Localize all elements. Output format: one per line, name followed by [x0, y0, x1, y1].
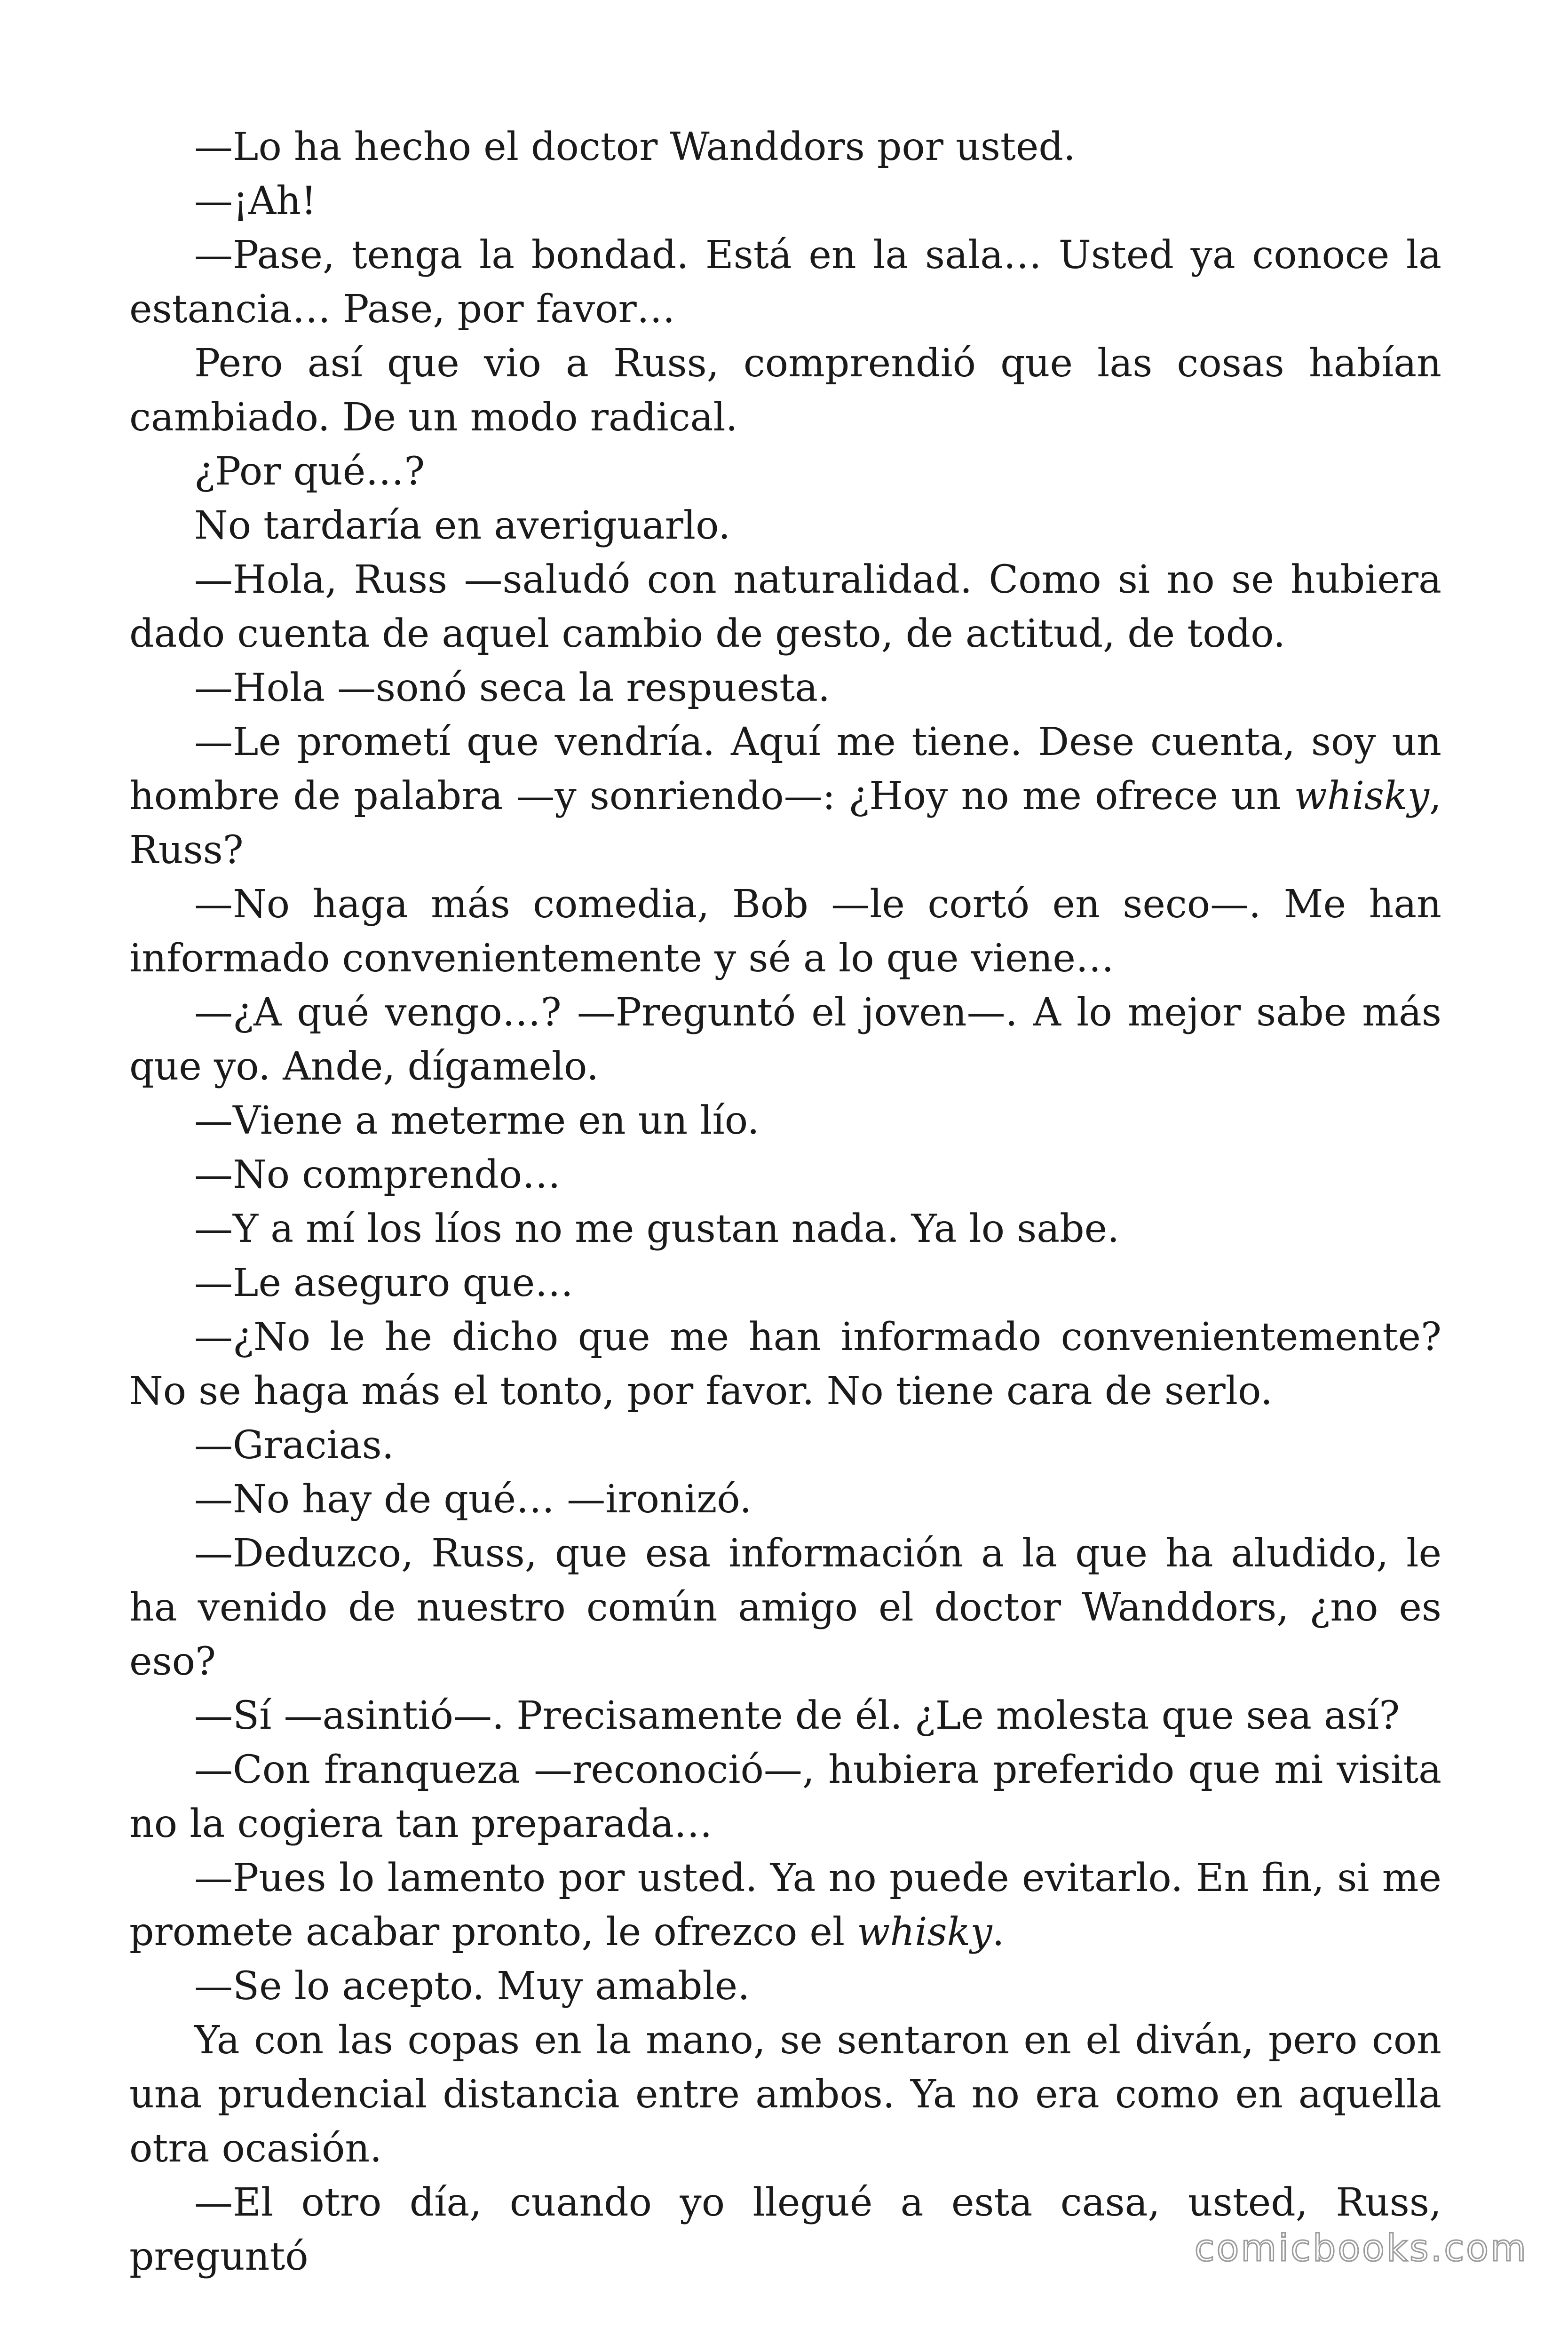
- paragraph: Pero así que vio a Russ, comprendió que las cosas habían cambiado. De un modo radical.: [129, 341, 1441, 440]
- paragraph: No tardaría en averiguarlo.: [194, 503, 731, 548]
- watermark-logo: comicbooks.com: [1194, 2227, 1528, 2270]
- paragraph: —Con franqueza —reconoció—, hubiera preferido que mi visita no la cogiera tan preparada…: [129, 1748, 1441, 1846]
- paragraph: —El otro día, cuando yo llegué a esta casa, usted, Russ, preguntó: [129, 2180, 1441, 2279]
- paragraph: —¡Ah!: [194, 179, 317, 223]
- paragraph: —Hola, Russ —saludó con naturalidad. Como si no se hubiera dado cuenta de aquel cambio de gesto, de actitud, de todo.: [129, 557, 1441, 656]
- paragraph: —¿No le he dicho que me han informado convenientemente? No se haga más el tonto, por favor. No tiene cara de serlo.: [129, 1315, 1441, 1414]
- paragraph: —Lo ha hecho el doctor Wanddors por usted.: [194, 125, 1076, 169]
- paragraph: —Deduzco, Russ, que esa información a la que ha aludido, le ha venido de nuestro común amigo el doctor Wanddors, ¿no es eso?: [129, 1531, 1441, 1684]
- paragraph: —Pase, tenga la bondad. Está en la sala… Usted ya conoce la estancia… Pase, por favor…: [129, 233, 1441, 332]
- paragraph: —Pues lo lamento por usted. Ya no puede evitarlo. En fin, si me promete acabar pronto, le ofrezco el whisky.: [129, 1856, 1441, 1955]
- paragraph: —Sí —asintió—. Precisamente de él. ¿Le molesta que sea así?: [194, 1693, 1400, 1738]
- paragraph: ¿Por qué…?: [194, 449, 425, 494]
- paragraph: —Le aseguro que…: [194, 1261, 574, 1305]
- paragraph: —No haga más comedia, Bob —le cortó en seco—. Me han informado convenientemente y sé a lo que viene…: [129, 882, 1441, 981]
- paragraph: —Viene a meterme en un lío.: [194, 1098, 760, 1143]
- paragraph: —¿A qué vengo…? —Preguntó el joven—. A lo mejor sabe más que yo. Ande, dígamelo.: [129, 990, 1441, 1089]
- italic-term: whisky: [857, 1910, 992, 1955]
- body-text: [129, 120, 1441, 2284]
- paragraph: —No comprendo…: [194, 1152, 561, 1197]
- paragraph: —Y a mí los líos no me gustan nada. Ya lo sabe.: [194, 1207, 1120, 1251]
- paragraph: —Le prometí que vendría. Aquí me tiene. Dese cuenta, soy un hombre de palabra —y sonriendo—: ¿Hoy no me ofrece un whisky, Russ?: [129, 720, 1441, 873]
- italic-term: whisky: [1294, 774, 1429, 818]
- paragraph: —Se lo acepto. Muy amable.: [194, 1964, 750, 2009]
- paragraph: —No hay de qué… —ironizó.: [194, 1477, 752, 1522]
- paragraph: —Gracias.: [194, 1423, 394, 1468]
- paragraph: Ya con las copas en la mano, se sentaron en el diván, pero con una prudencial distancia entre ambos. Ya no era como en aquella otra ocasión.: [129, 2018, 1441, 2171]
- paragraph: —Hola —sonó seca la respuesta.: [194, 666, 831, 710]
